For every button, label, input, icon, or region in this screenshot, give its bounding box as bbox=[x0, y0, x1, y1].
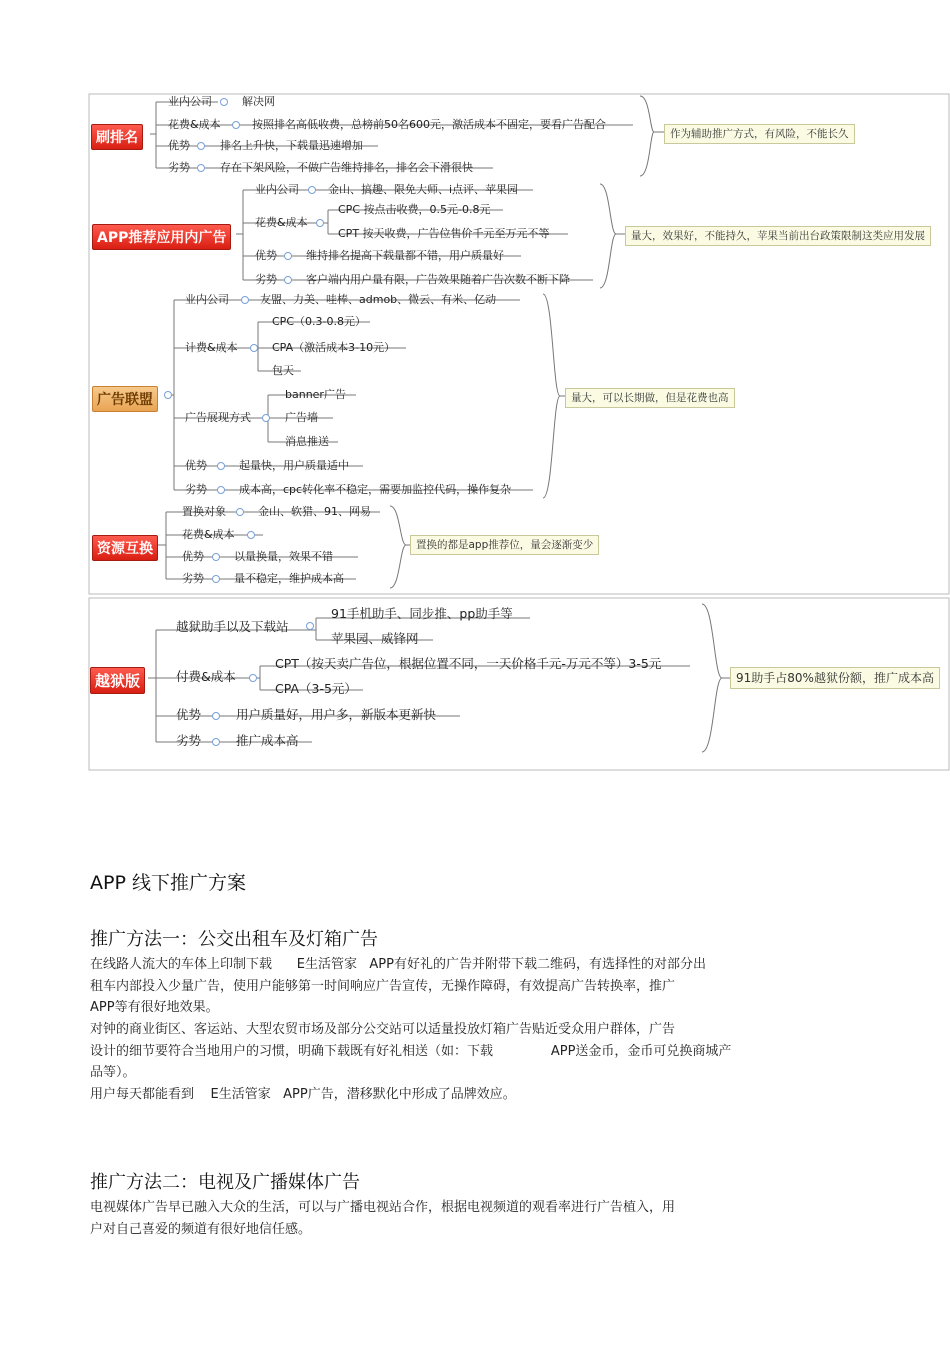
s3-companies-key: 业内公司 bbox=[185, 293, 229, 306]
s3-show-a: banner广告 bbox=[285, 388, 346, 401]
s3-companies-val: 友盟、力美、哇棒、admob、微云、有米、亿动 bbox=[260, 293, 497, 306]
s3-dis-key: 劣势 bbox=[185, 483, 207, 496]
s1-cost-val: 按照排名高低收费，总榜前50名600元，激活成本不固定，要看广告配合 bbox=[252, 118, 606, 131]
s3-cost-c: 包天 bbox=[272, 364, 294, 377]
method-one-line-4: 对钟的商业街区、客运站、大型农贸市场及部分公交站可以适量投放灯箱广告贴近受众用户群体，广告 bbox=[90, 1022, 676, 1037]
s2-cost-b: CPT 按天收费，广告位售价千元至万元不等 bbox=[338, 227, 550, 240]
s3-show-key: 广告展现方式 bbox=[185, 411, 251, 424]
s3-dis-val: 成本高，cpc转化率不稳定，需要加监控代码，操作复杂 bbox=[239, 483, 512, 496]
s1-adv-val: 排名上升快，下载量迅速增加 bbox=[220, 139, 363, 152]
s3-adv-val: 起量快，用户质量适中 bbox=[239, 459, 349, 472]
s5-cost-a: CPT（按天卖广告位，根据位置不同，一天价格千元-万元不等）3-5元 bbox=[275, 656, 662, 671]
s5-dis-val: 推广成本高 bbox=[236, 733, 299, 748]
s1-companies-val: 解决网 bbox=[242, 95, 275, 108]
s4-adv-key: 优势 bbox=[182, 550, 204, 563]
method-one-line-7: 用户每天都能看到 E生活管家 APP广告，潜移默化中形成了品牌效应。 bbox=[90, 1087, 516, 1102]
doc-title: APP 线下推广方案 bbox=[90, 872, 246, 894]
s5-helper-a: 91手机助手、同步推、pp助手等 bbox=[331, 606, 513, 621]
s3-show-c: 消息推送 bbox=[285, 435, 329, 448]
s2-companies-key: 业内公司 bbox=[255, 183, 299, 196]
s4-dis-val: 量不稳定，维护成本高 bbox=[234, 572, 344, 585]
method-one-line-6: 品等）。 bbox=[90, 1065, 136, 1080]
s2-cost-a: CPC 按点击收费，0.5元-0.8元 bbox=[338, 203, 491, 216]
s2-companies-val: 金山、搞趣、限免大师、i点评、苹果园 bbox=[328, 183, 519, 196]
method-one-line-3: APP等有很好地效果。 bbox=[90, 1000, 219, 1015]
s1-dis-val: 存在下架风险，不做广告维持排名，排名会下滑很快 bbox=[220, 161, 473, 174]
s2-cost-key: 花费&成本 bbox=[255, 216, 308, 229]
s3-show-b: 广告墙 bbox=[285, 411, 318, 424]
method-two-title: 推广方法二：电视及广播媒体广告 bbox=[90, 1172, 360, 1193]
s4-dis-key: 劣势 bbox=[182, 572, 204, 585]
s1-companies-key: 业内公司 bbox=[168, 95, 212, 108]
section-label-resource-exchange[interactable]: 资源互换 bbox=[92, 535, 158, 561]
s5-note: 91助手占80%越狱份额，推广成本高 bbox=[730, 667, 940, 689]
method-one-line-1: 在线路人流大的车体上印制下载 E生活管家 APP有好礼的广告并附带下载二维码，有选择性的对部分出 bbox=[90, 957, 706, 972]
s3-note: 量大，可以长期做，但是花费也高 bbox=[565, 388, 735, 408]
s5-helper-key: 越狱助手以及下载站 bbox=[176, 619, 289, 634]
section-label-ranking[interactable]: 刷排名 bbox=[91, 124, 143, 150]
s5-helper-b: 苹果园、威锋网 bbox=[331, 631, 419, 646]
section-label-in-app-ads[interactable]: APP推荐应用内广告 bbox=[92, 224, 231, 250]
s3-cost-b: CPA（激活成本3-10元） bbox=[272, 341, 396, 354]
s3-adv-key: 优势 bbox=[185, 459, 207, 472]
s5-adv-key: 优势 bbox=[176, 707, 202, 722]
s5-cost-key: 付费&成本 bbox=[176, 669, 236, 684]
method-one-line-2: 租车内部投入少量广告，使用户能够第一时间响应广告宣传，无操作障碍，有效提高广告转换率，推广 bbox=[90, 979, 676, 994]
s1-adv-key: 优势 bbox=[168, 139, 190, 152]
s2-dis-val: 客户端内用户量有限，广告效果随着广告次数不断下降 bbox=[306, 273, 570, 286]
s5-adv-val: 用户质量好，用户多，新版本更新快 bbox=[236, 707, 437, 722]
s1-cost-key: 花费&成本 bbox=[168, 118, 221, 131]
s2-dis-key: 劣势 bbox=[255, 273, 277, 286]
s4-adv-val: 以量换量，效果不错 bbox=[234, 550, 333, 563]
s5-dis-key: 劣势 bbox=[176, 733, 202, 748]
section-label-ad-network[interactable]: 广告联盟 bbox=[92, 386, 158, 412]
method-one-line-5: 设计的细节要符合当地用户的习惯，明确下载既有好礼相送（如：下载 APP送金币，金币可兑换商城产 bbox=[90, 1044, 732, 1059]
s1-dis-key: 劣势 bbox=[168, 161, 190, 174]
section-label-jailbreak[interactable]: 越狱版 bbox=[90, 667, 145, 694]
s4-target-key: 置换对象 bbox=[182, 505, 226, 518]
s2-note: 量大，效果好，不能持久，苹果当前出台政策限制这类应用发展 bbox=[625, 226, 931, 246]
mind-map bbox=[88, 92, 950, 774]
s4-note: 置换的都是app推荐位，量会逐渐变少 bbox=[410, 535, 599, 555]
s3-cost-a: CPC（0.3-0.8元） bbox=[272, 315, 366, 328]
method-two-line-2: 户对自己喜爱的频道有很好地信任感。 bbox=[90, 1222, 312, 1237]
s2-adv-key: 优势 bbox=[255, 249, 277, 262]
s1-note: 作为辅助推广方式，有风险，不能长久 bbox=[664, 124, 855, 144]
s2-adv-val: 维持排名提高下载量都不错，用户质量好 bbox=[306, 249, 504, 262]
s3-cost-key: 计费&成本 bbox=[185, 341, 238, 354]
s5-cost-b: CPA（3-5元） bbox=[275, 681, 357, 696]
s4-target-val: 金山、软猎、91、网易 bbox=[258, 505, 371, 518]
method-two-line-1: 电视媒体广告早已融入大众的生活，可以与广播电视站合作，根据电视频道的观看率进行广告植入，用 bbox=[90, 1200, 676, 1215]
s4-cost-key: 花费&成本 bbox=[182, 528, 235, 541]
method-one-title: 推广方法一：公交出租车及灯箱广告 bbox=[90, 929, 378, 950]
